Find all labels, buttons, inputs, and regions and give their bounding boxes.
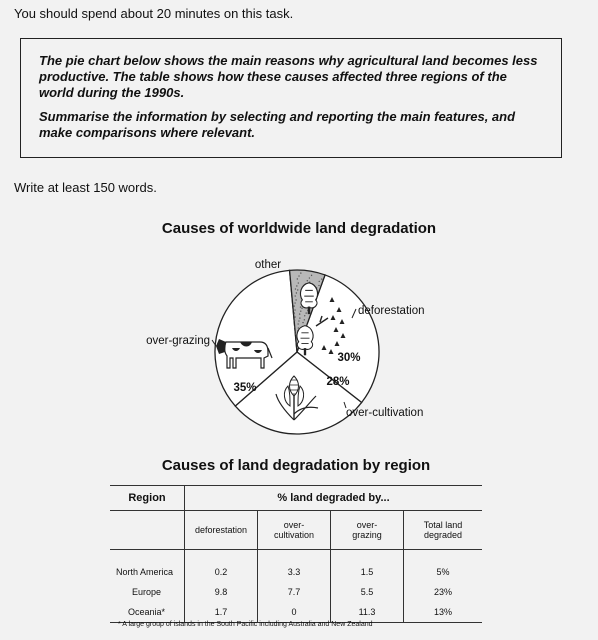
texture-dot xyxy=(304,315,305,316)
texture-dot xyxy=(293,305,294,306)
row-region: North America xyxy=(110,562,185,582)
task-paragraph-2: Summarise the information by selecting and reporting the main features, and make comparisons where relevant. xyxy=(39,109,516,140)
word-count-instruction: Write at least 150 words. xyxy=(14,180,157,195)
texture-dot xyxy=(298,320,299,321)
cell: 13% xyxy=(433,607,452,617)
texture-dot xyxy=(305,312,306,313)
cell: 7.7 xyxy=(258,582,331,602)
texture-dot xyxy=(296,285,297,286)
texture-dot xyxy=(298,282,299,283)
texture-dot xyxy=(302,322,303,323)
table-title: Causes of land degradation by region xyxy=(161,457,431,474)
texture-dot xyxy=(294,326,295,327)
label-deforestation: deforestation xyxy=(358,305,425,317)
texture-dot xyxy=(294,319,295,320)
texture-dot xyxy=(298,275,299,276)
texture-dot xyxy=(300,306,301,307)
texture-dot xyxy=(294,309,295,310)
texture-dot xyxy=(307,280,308,281)
pie-chart-title: Causes of worldwide land degradation xyxy=(161,220,437,237)
task-paragraph-1: The pie chart below shows the main reasons why agricultural land becomes less productive. The table shows how these causes affected three regions of the world during the 1990s. xyxy=(39,53,538,100)
cell: 5.5 xyxy=(331,582,404,602)
table-header-row xyxy=(110,486,482,511)
table-row xyxy=(110,582,482,602)
table-subheader-row xyxy=(110,511,482,550)
cell: 0.2 xyxy=(185,562,258,582)
texture-dot xyxy=(295,295,296,296)
texture-dot xyxy=(319,281,320,282)
cell: 11.3 xyxy=(331,602,404,623)
texture-dot xyxy=(299,317,300,318)
cell: 3.3 xyxy=(258,562,331,582)
texture-dot xyxy=(300,272,301,273)
header-region: Region xyxy=(110,486,185,511)
texture-dot xyxy=(321,278,322,279)
texture-dot xyxy=(296,292,297,293)
region-table xyxy=(110,485,482,623)
cell: 0 xyxy=(258,602,331,623)
row-region: Oceania* xyxy=(110,602,185,623)
texture-dot xyxy=(295,288,296,289)
cell: 1.7 xyxy=(185,602,258,623)
cell: 5% xyxy=(436,567,450,577)
col-deforestation: deforestation xyxy=(185,511,258,550)
texture-dot xyxy=(297,278,298,279)
table-row xyxy=(110,562,482,582)
texture-dot xyxy=(295,299,296,300)
texture-dot xyxy=(299,313,300,314)
table-row xyxy=(110,602,482,623)
cell: 1.5 xyxy=(331,562,404,582)
label-other: other xyxy=(254,259,282,271)
texture-dot xyxy=(309,277,310,278)
col-over-cultivation: over- cultivation xyxy=(258,511,331,550)
texture-dot xyxy=(297,289,298,290)
texture-dot xyxy=(294,316,295,317)
texture-dot xyxy=(306,324,307,325)
texture-dot xyxy=(311,275,312,276)
value-label-over-grazing: 35% xyxy=(233,382,257,394)
texture-dot xyxy=(304,319,305,320)
texture-dot xyxy=(300,310,301,311)
row-region: Europe xyxy=(110,582,185,602)
texture-dot xyxy=(294,302,295,303)
col-total: Total land degraded xyxy=(404,511,483,550)
texture-dot xyxy=(295,333,296,334)
texture-dot xyxy=(294,312,295,313)
col-over-grazing: over- grazing xyxy=(331,511,404,550)
label-over-grazing: over-grazing xyxy=(146,335,210,347)
footnote: * A large group of islands in the South Pacific including Australia and New Zealand xyxy=(118,621,373,628)
cell: 23% xyxy=(433,587,452,597)
header-span: % land degraded by... xyxy=(185,486,483,511)
value-label-deforestation: 30% xyxy=(337,352,361,364)
intro-text: You should spend about 20 minutes on this task. xyxy=(14,6,294,21)
label-over-cultivation: over-cultivation xyxy=(346,407,424,419)
cell: 9.8 xyxy=(185,582,258,602)
value-label-over-cultivation: 28% xyxy=(326,376,350,388)
texture-dot xyxy=(298,327,299,328)
texture-dot xyxy=(318,285,319,286)
texture-dot xyxy=(301,308,302,309)
texture-dot xyxy=(297,323,298,324)
